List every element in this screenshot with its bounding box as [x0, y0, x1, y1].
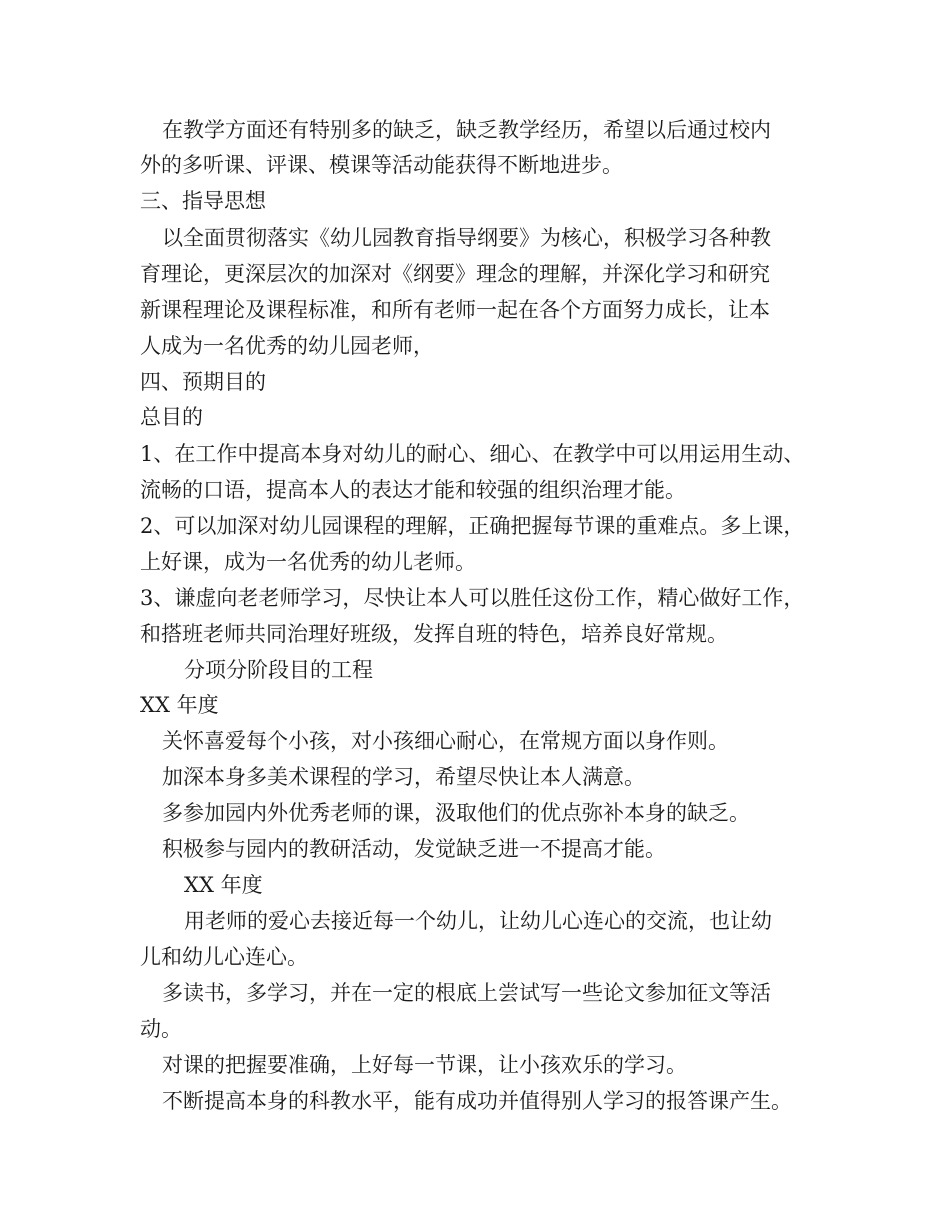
paragraph-line: 用老师的爱心去接近每一个幼儿，让幼儿心连心的交流，也让幼 — [184, 909, 772, 933]
subheading: 总目的 — [140, 405, 203, 429]
paragraph-line: 加深本身多美术课程的学习，希望尽快让本人满意。 — [162, 765, 645, 789]
list-item-line: 2、可以加深对幼儿园课程的理解，正确把握每节课的重难点。多上课， — [140, 514, 805, 538]
list-item-line: 上好课，成为一名优秀的幼儿老师。 — [140, 550, 476, 574]
paragraph-line: 关怀喜爱每个小孩，对小孩细心耐心，在常规方面以身作则。 — [162, 729, 729, 753]
list-item-line: 流畅的口语，提高本人的表达才能和较强的组织治理才能。 — [140, 478, 686, 502]
subheading: 分项分阶段目的工程 — [184, 658, 373, 682]
paragraph-line: 多读书，多学习，并在一定的根底上尝试写一些论文参加征文等活 — [162, 981, 771, 1005]
paragraph-line: 多参加园内外优秀老师的课，汲取他们的优点弥补本身的缺乏。 — [162, 801, 750, 825]
list-item-line: 3、谦虚向老老师学习，尽快让本人可以胜任这份工作，精心做好工作， — [140, 586, 805, 610]
year-heading: XX 年度 — [140, 693, 219, 717]
section-heading: 三、指导思想 — [140, 189, 266, 213]
paragraph-line: 对课的把握要准确，上好每一节课，让小孩欢乐的学习。 — [162, 1053, 687, 1077]
paragraph-line: 儿和幼儿心连心。 — [140, 945, 308, 969]
list-item-line: 和搭班老师共同治理好班级，发挥自班的特色，培养良好常规。 — [140, 622, 728, 646]
paragraph-line: 积极参与园内的教研活动，发觉缺乏进一不提高才能。 — [162, 837, 666, 861]
paragraph-line: 以全面贯彻落实《幼儿园教育指导纲要》为核心，积极学习各种教 — [162, 226, 771, 250]
paragraph-line: 动。 — [140, 1017, 182, 1041]
paragraph-line: 不断提高本身的科教水平，能有成功并值得别人学习的报答课产生。 — [162, 1089, 792, 1113]
paragraph-line: 人成为一名优秀的幼儿园老师， — [140, 334, 434, 358]
paragraph-line: 外的多听课、评课、模课等活动能获得不断地进步。 — [140, 153, 623, 177]
paragraph-line: 新课程理论及课程标准，和所有老师一起在各个方面努力成长，让本 — [140, 298, 770, 322]
paragraph-line: 育理论，更深层次的加深对《纲要》理念的理解，并深化学习和研究 — [140, 262, 770, 286]
section-heading: 四、预期目的 — [140, 370, 266, 394]
paragraph-line: 在教学方面还有特别多的缺乏，缺乏教学经历，希望以后通过校内 — [162, 118, 771, 142]
year-heading: XX 年度 — [184, 873, 263, 897]
list-item-line: 1、在工作中提高本身对幼儿的耐心、细心、在教学中可以用运用生动、 — [140, 442, 805, 466]
